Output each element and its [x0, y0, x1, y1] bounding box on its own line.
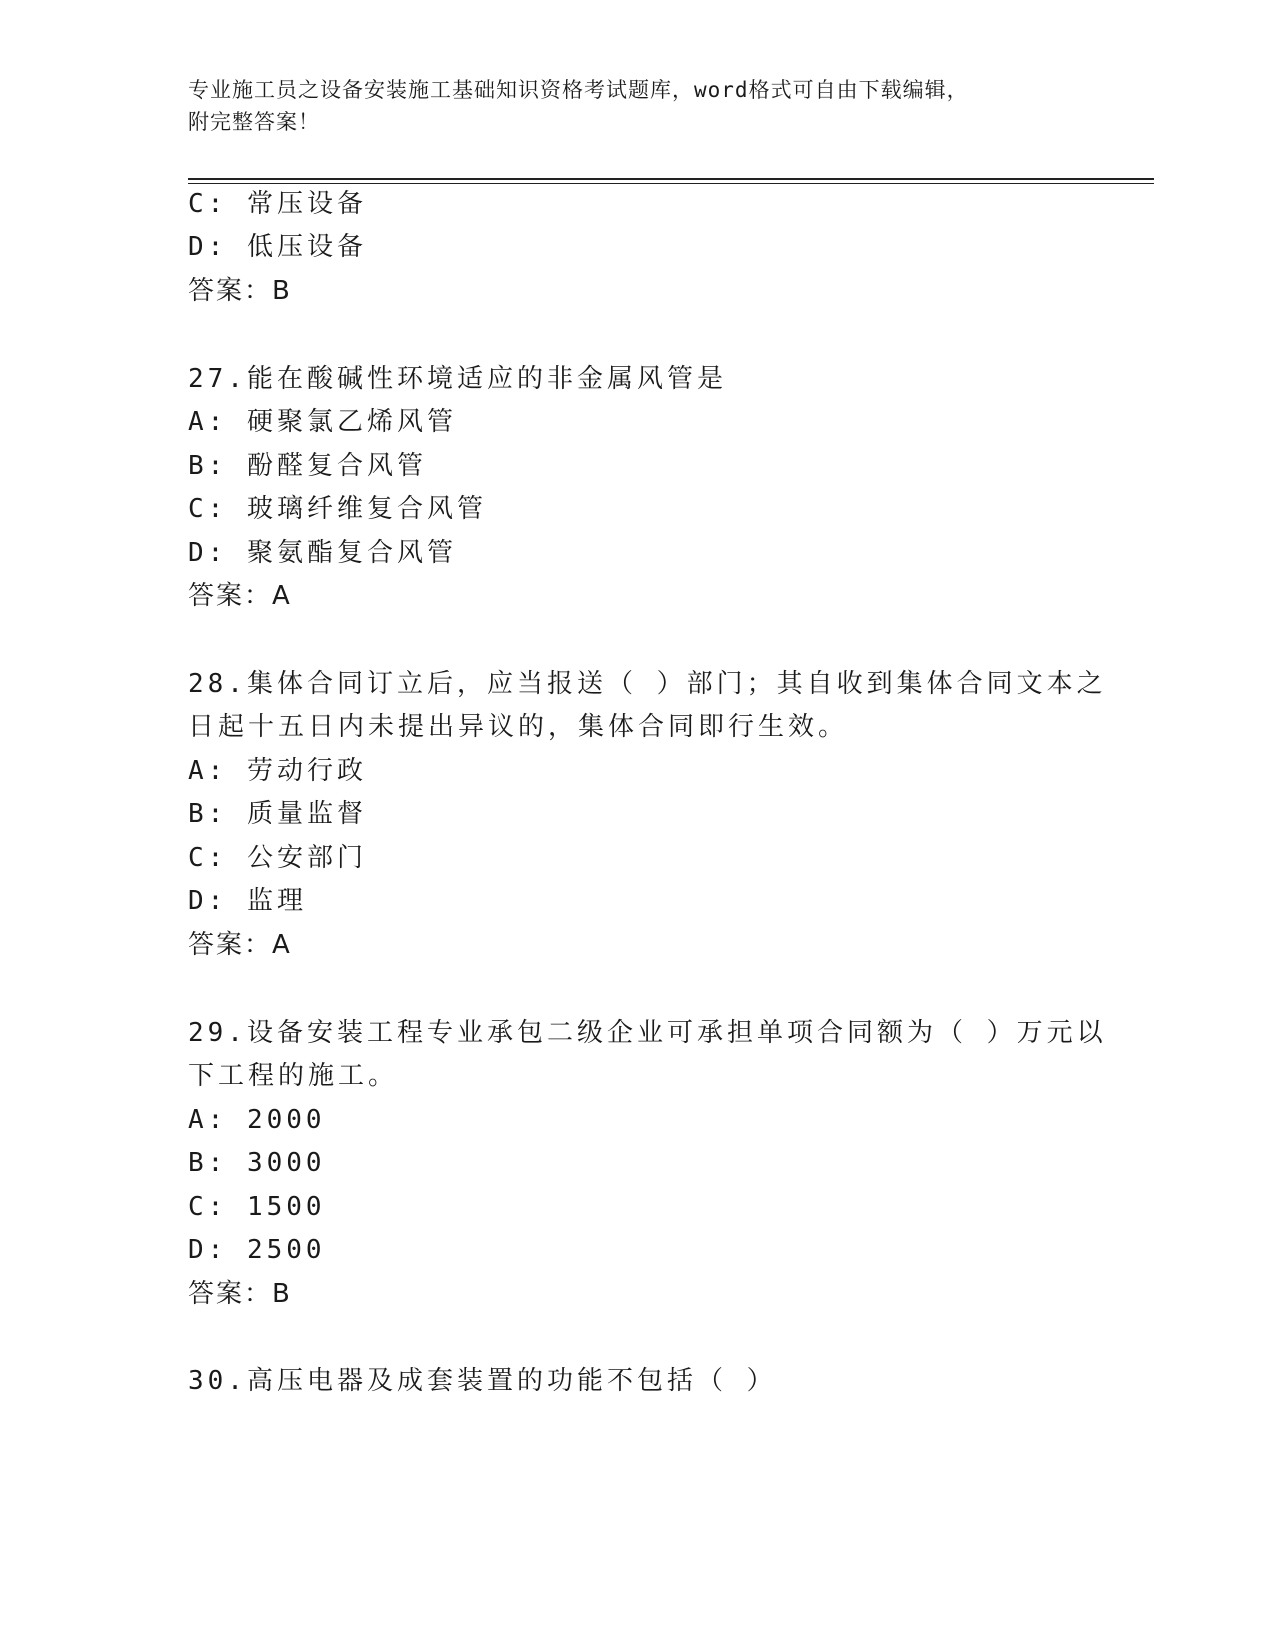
q29-option-b: B: 3000	[188, 1148, 326, 1178]
q30-stem: 30.高压电器及成套装置的功能不包括（ ）	[188, 1366, 777, 1396]
document-header	[188, 74, 1068, 138]
q27-option-c: C: 玻璃纤维复合风管	[188, 494, 487, 524]
q27-stem: 27.能在酸碱性环境适应的非金属风管是	[188, 364, 727, 394]
q28-stem-line-2: 日起十五日内未提出异议的，集体合同即行生效。	[188, 712, 849, 742]
prev-option-c: C: 常压设备	[188, 189, 367, 219]
header-divider-thin	[188, 183, 1154, 184]
q27-option-a: A: 硬聚氯乙烯风管	[188, 407, 457, 437]
q29-option-a: A: 2000	[188, 1105, 326, 1135]
q29-stem-line-1: 29.设备安装工程专业承包二级企业可承担单项合同额为（ ）万元以	[188, 1018, 1107, 1048]
q29-answer: 答案：B	[188, 1279, 292, 1309]
prev-option-d: D: 低压设备	[188, 232, 367, 262]
q27-option-d: D: 聚氨酯复合风管	[188, 538, 457, 568]
q28-option-a: A: 劳动行政	[188, 756, 367, 786]
q28-option-d: D: 监理	[188, 886, 307, 916]
q29-option-c: C: 1500	[188, 1192, 326, 1222]
q28-stem-line-1: 28.集体合同订立后，应当报送（ ）部门；其自收到集体合同文本之	[188, 669, 1107, 699]
prev-answer: 答案：B	[188, 276, 292, 306]
q27-option-b: B: 酚醛复合风管	[188, 451, 427, 481]
q28-answer: 答案：A	[188, 930, 292, 960]
q29-option-d: D: 2500	[188, 1235, 326, 1265]
header-title-line-1: 专业施工员之设备安装施工基础知识资格考试题库，word格式可自由下载编辑，	[188, 78, 969, 102]
q28-option-c: C: 公安部门	[188, 843, 367, 873]
q27-answer: 答案：A	[188, 581, 292, 611]
header-title-line-2: 附完整答案！	[188, 110, 320, 134]
header-divider-thick	[188, 178, 1154, 180]
q28-option-b: B: 质量监督	[188, 799, 367, 829]
q29-stem-line-2: 下工程的施工。	[188, 1061, 399, 1091]
